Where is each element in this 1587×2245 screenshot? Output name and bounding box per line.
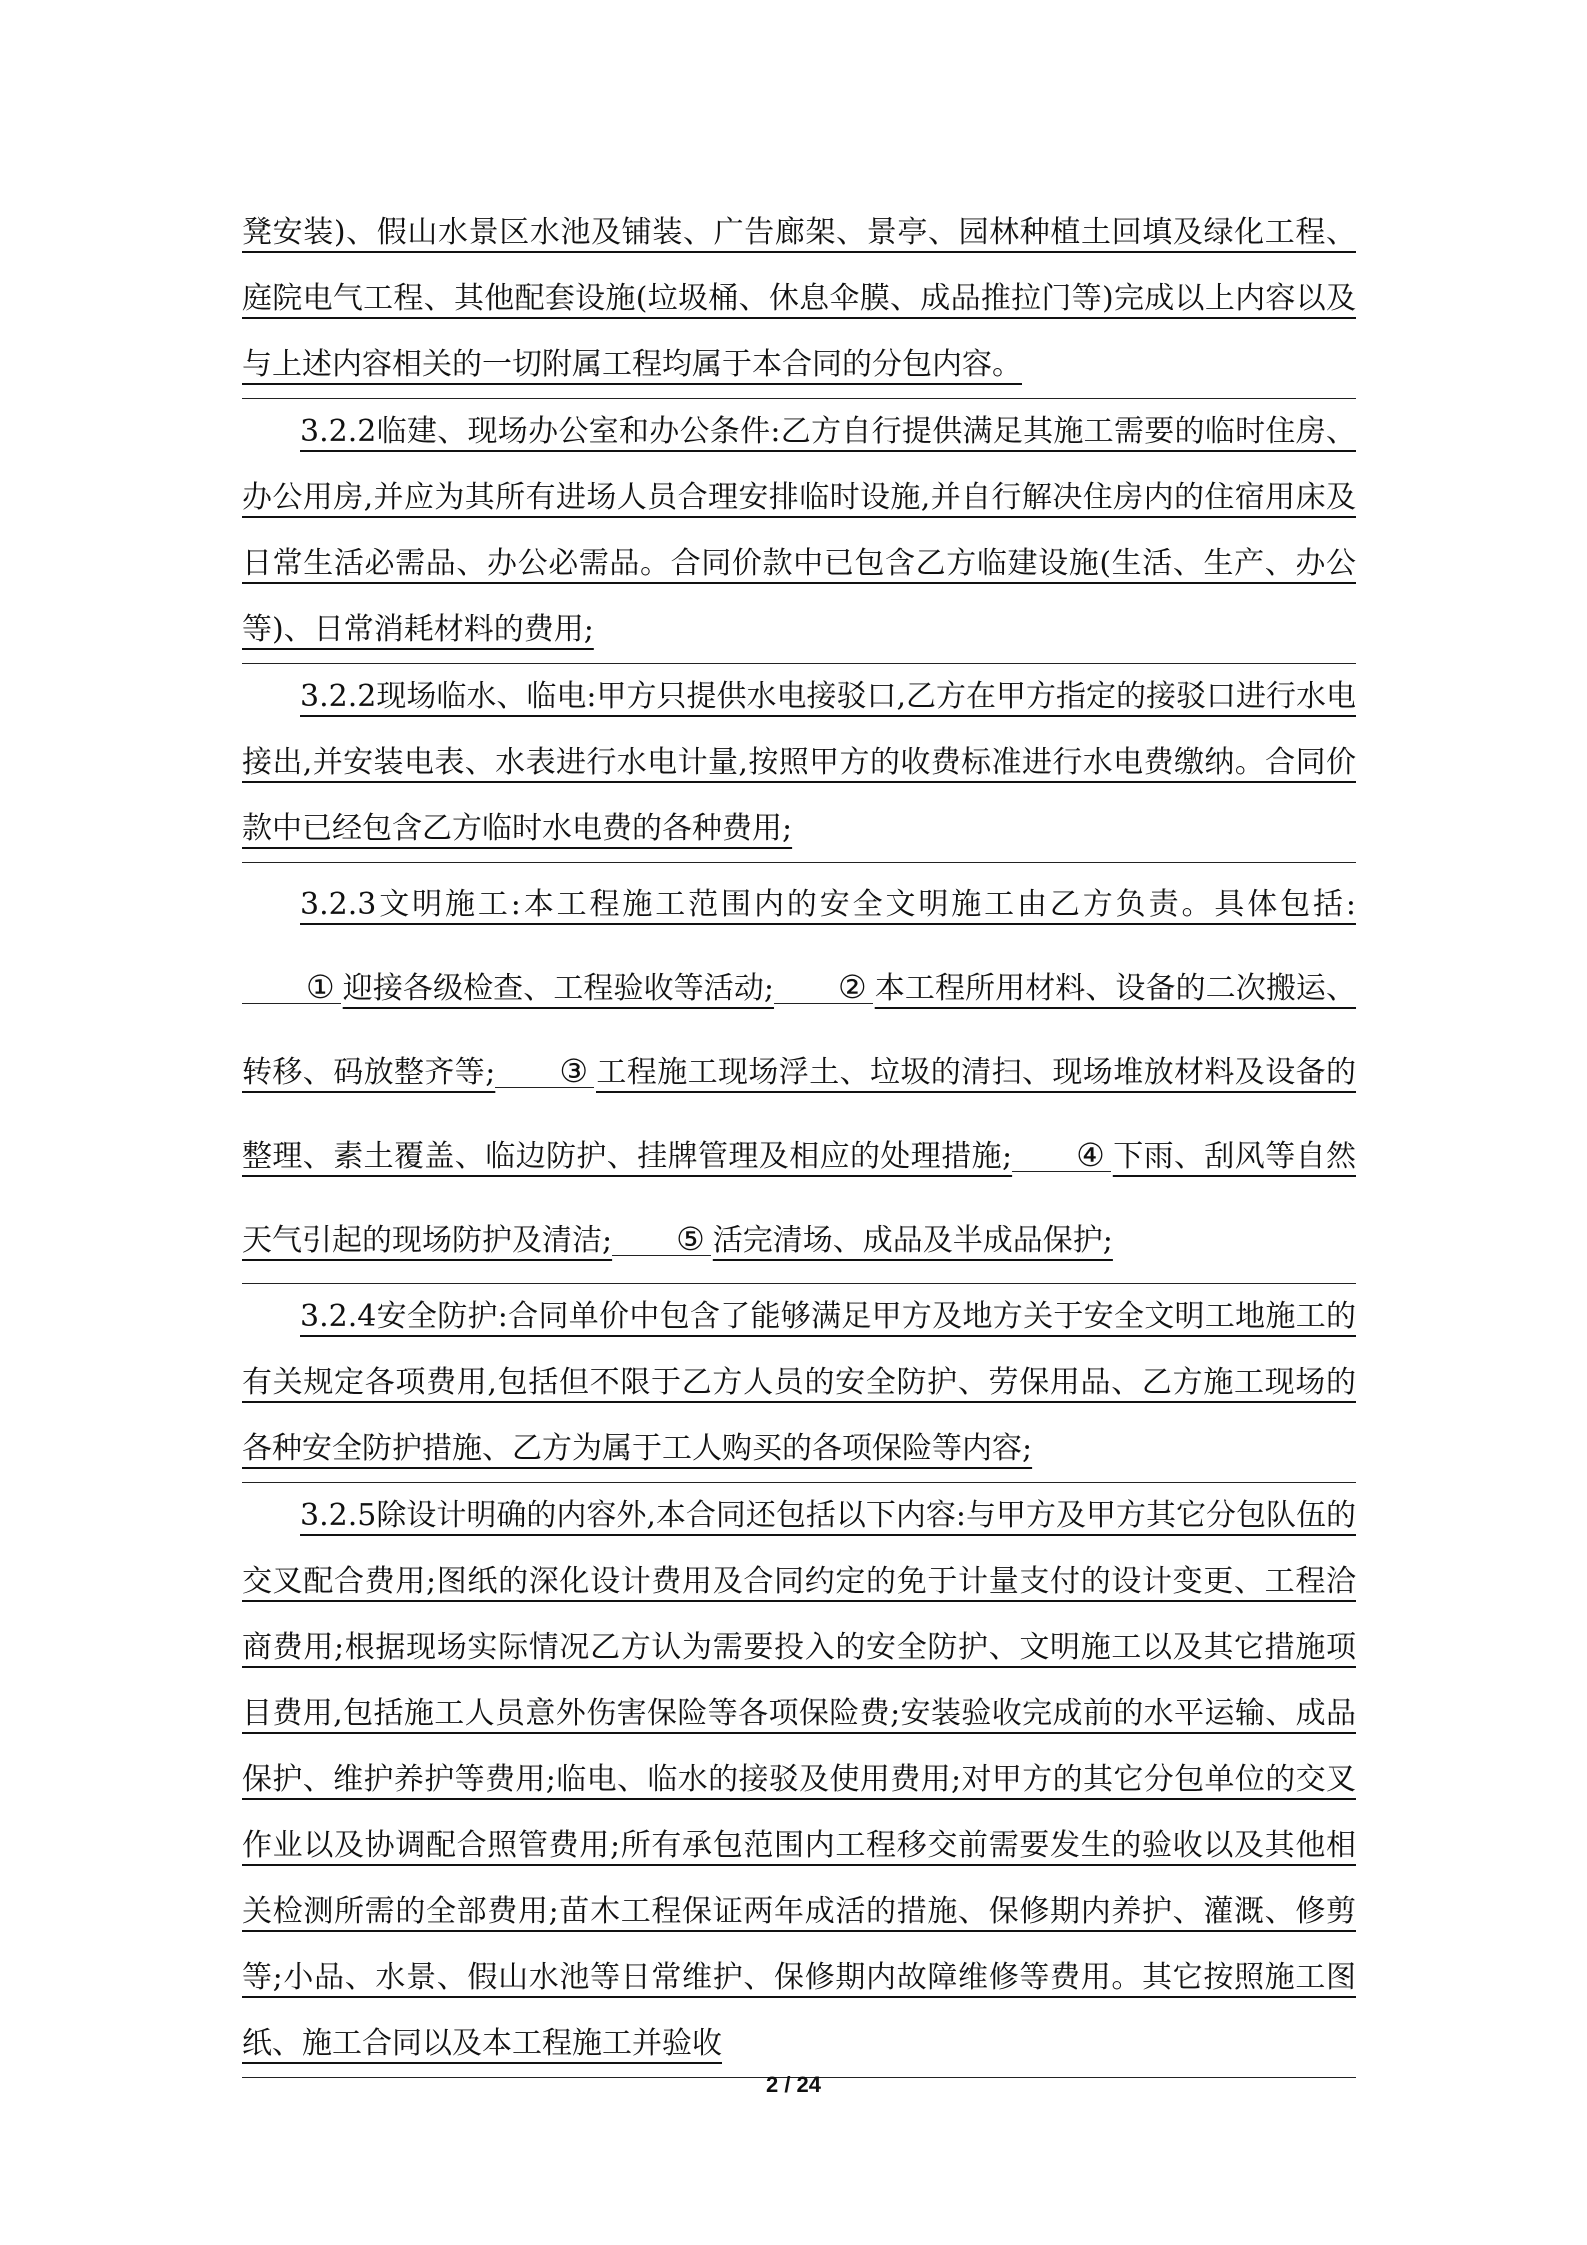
paragraph-water-electricity: 3.2.2现场临水、临电:甲方只提供水电接驳口,乙方在甲方指定的接驳口进行水电接出,并安装电表、水表进行水电计量,按照甲方的收费标准进行水电费缴纳。合同价款中已经包含乙方临时水电费的各种费用; [242, 664, 1356, 863]
list-marker-4: ④ [1012, 1139, 1111, 1172]
list-marker-5: ⑤ [612, 1223, 711, 1256]
document-body [242, 200, 1356, 2078]
list-marker-3: ③ [495, 1055, 594, 1088]
list-marker-1: ① [242, 971, 341, 1004]
paragraph-temporary-facilities: 3.2.2临建、现场办公室和办公条件:乙方自行提供满足其施工需要的临时住房、办公用房,并应为其所有进场人员合理安排临时设施,并自行解决住房内的住宿用床及日常生活必需品、办公必需品。合同价款中已包含乙方临建设施(生活、生产、办公等)、日常消耗材料的费用; [242, 399, 1356, 664]
page-number: 2 / 24 [765, 2072, 822, 2097]
paragraph-additional-scope: 3.2.5除设计明确的内容外,本合同还包括以下内容:与甲方及甲方其它分包队伍的交叉配合费用;图纸的深化设计费用及合同约定的免于计量支付的设计变更、工程洽商费用;根据现场实际情况乙方认为需要投入的安全防护、文明施工以及其它措施项目费用,包括施工人员意外伤害保险等各项保险费;安装验收完成前的水平运输、成品保护、维护养护等费用;临电、临水的接驳及使用费用;对甲方的其它分包单位的交叉作业以及协调配合照管费用;所有承包范围内工程移交前需要发生的验收以及其他相关检测所需的全部费用;苗木工程保证两年成活的措施、保修期内养护、灌溉、修剪等;小品、水景、假山水池等日常维护、保修期内故障维修等费用。其它按照施工图纸、施工合同以及本工程施工并验收 [242, 1483, 1356, 2078]
civilized-construction-lead: 3.2.3文明施工:本工程施工范围内的安全文明施工由乙方负责。具体包括: [300, 887, 1356, 922]
paragraph-civilized-construction [242, 863, 1356, 1284]
list-item-text-3: 工程施工现场浮土、垃圾的清扫、现场堆放材料及设备的整理、素土覆盖、临边防护、挂牌管理及相应的处理措施; [242, 1055, 1357, 1174]
list-item-text-4: 下雨、刮风等自然天气引起的现场防护及清洁; [242, 1139, 1356, 1258]
paragraph-scope-continuation: 凳安装)、假山水景区水池及铺装、广告廊架、景亭、园林种植土回填及绿化工程、庭院电气工程、其他配套设施(垃圾桶、休息伞膜、成品推拉门等)完成以上内容以及与上述内容相关的一切附属工程均属于本合同的分包内容。 [242, 200, 1356, 399]
paragraph-safety-protection: 3.2.4安全防护:合同单价中包含了能够满足甲方及地方关于安全文明工地施工的有关规定各项费用,包括但不限于乙方人员的安全防护、劳保用品、乙方施工现场的各种安全防护措施、乙方为属于工人购买的各项保险等内容; [242, 1284, 1356, 1483]
list-item-text-1: 迎接各级检查、工程验收等活动; [342, 971, 775, 1006]
list-item-text-2: 本工程所用材料、设备的二次搬运、转移、码放整齐等; [242, 971, 1357, 1090]
list-item-text-5: 活完清场、成品及半成品保护; [712, 1223, 1113, 1258]
list-marker-2: ② [774, 971, 873, 1004]
